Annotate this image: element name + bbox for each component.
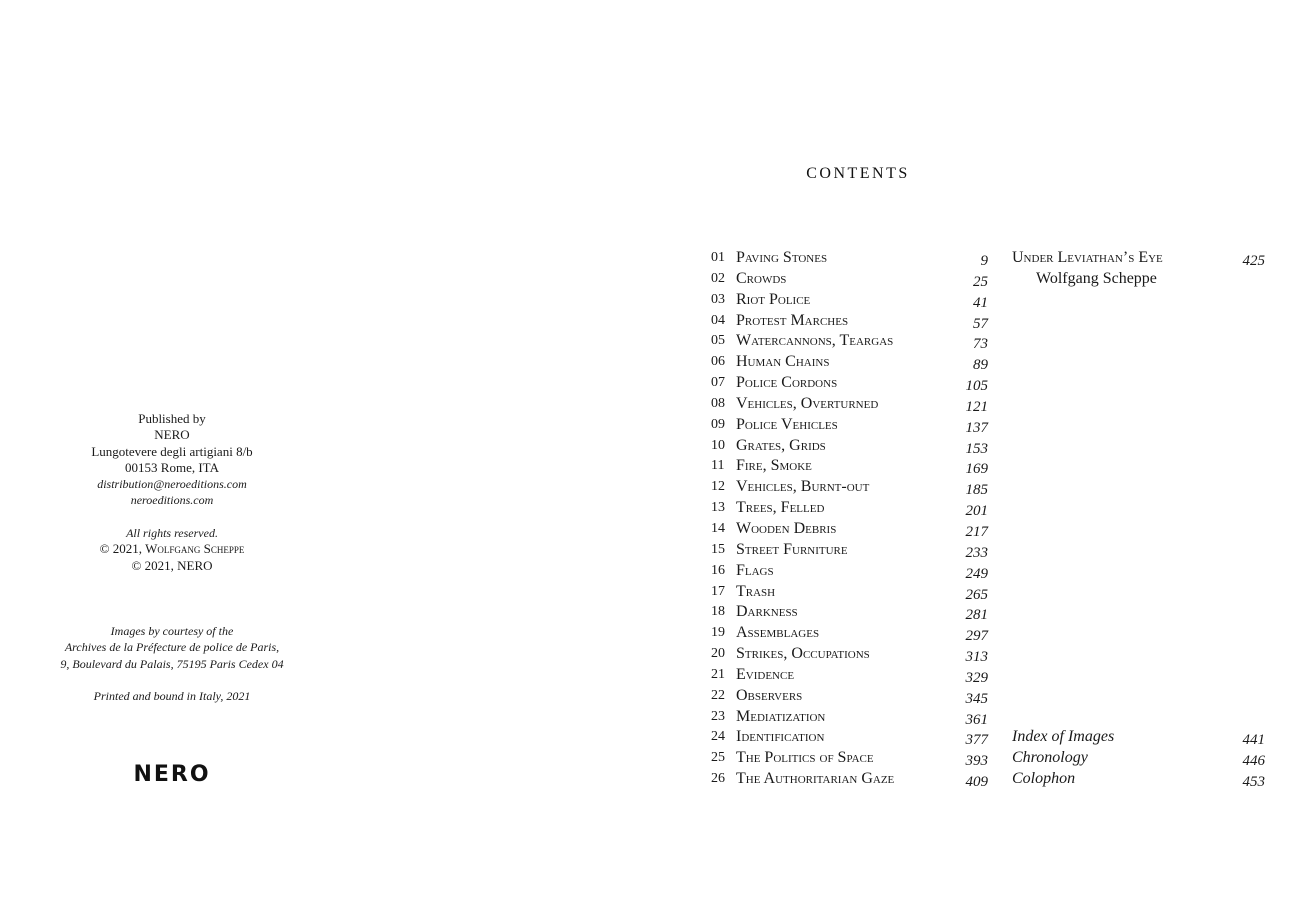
appendix-row — [1012, 748, 1268, 769]
appendix-row — [1012, 727, 1268, 748]
toc-row — [711, 394, 991, 415]
toc-row — [711, 436, 991, 457]
chapter-number: 15 — [711, 541, 725, 557]
toc-row — [711, 707, 991, 728]
appendix-page: 453 — [1242, 773, 1265, 790]
contents-heading: contents — [806, 158, 910, 183]
appendix-row — [1012, 769, 1268, 790]
appendix-page: 446 — [1242, 752, 1265, 769]
toc-row — [711, 290, 991, 311]
toc-row — [711, 686, 991, 707]
chapter-title: Wooden Debris — [736, 519, 837, 537]
chapter-page: 297 — [965, 628, 988, 645]
chapter-title: Watercannons, Teargas — [736, 332, 894, 350]
toc-row — [711, 373, 991, 394]
chapter-number: 16 — [711, 562, 725, 578]
chapter-page: 313 — [965, 649, 988, 666]
chapter-page: 57 — [973, 315, 988, 332]
chapter-title: The Politics of Space — [736, 749, 874, 767]
toc-row — [711, 644, 991, 665]
chapter-page: 329 — [965, 669, 988, 686]
chapter-page: 137 — [965, 419, 988, 436]
essay-page: 425 — [1242, 253, 1265, 269]
chapter-number: 12 — [711, 479, 725, 495]
essay-title: Under Leviathan’s Eye — [1012, 249, 1163, 266]
chapter-page: 281 — [965, 607, 988, 624]
chapter-number: 04 — [711, 312, 725, 328]
chapter-number: 22 — [711, 687, 725, 703]
publisher-address-street: Lungotevere degli artigiani 8/b — [91, 443, 253, 459]
toc-row — [711, 248, 991, 269]
toc-row — [711, 561, 991, 582]
chapter-page: 73 — [973, 336, 988, 353]
chapter-title: Identification — [736, 728, 825, 746]
chapter-title: Vehicles, Overturned — [736, 394, 879, 412]
chapter-page: 153 — [965, 440, 988, 457]
chapter-number: 21 — [711, 666, 725, 682]
chapter-number: 26 — [711, 771, 725, 787]
chapter-number: 13 — [711, 500, 725, 516]
publisher-email: distribution@neroeditions.com — [97, 477, 247, 492]
chapter-number: 17 — [711, 583, 725, 599]
chapter-title: The Authoritarian Gaze — [736, 770, 895, 788]
publisher-website: neroeditions.com — [130, 493, 214, 508]
essay-title-row — [1012, 248, 1268, 269]
chapter-page: 89 — [973, 357, 988, 374]
chapter-number: 14 — [711, 520, 725, 536]
chapter-page: 265 — [965, 586, 988, 603]
chapter-title: Mediatization — [736, 707, 826, 725]
chapter-page: 361 — [965, 711, 988, 728]
publisher-address-city: 00153 Rome, ITA — [125, 459, 219, 475]
chapter-page: 25 — [973, 273, 988, 290]
chapter-page: 233 — [965, 544, 988, 561]
printed-note: Printed and bound in Italy, 2021 — [93, 689, 251, 703]
chapter-number: 11 — [711, 458, 725, 474]
chapter-title: Paving Stones — [736, 249, 828, 266]
chapter-number: 09 — [711, 416, 725, 432]
chapter-number: 24 — [711, 729, 725, 745]
chapter-number: 05 — [711, 333, 725, 349]
toc-row — [711, 769, 991, 790]
chapter-title: Police Vehicles — [736, 415, 838, 433]
chapter-title: Trees, Felled — [736, 499, 825, 517]
chapter-page: 169 — [965, 461, 988, 478]
chapter-number: 20 — [711, 646, 725, 662]
printed-block — [52, 688, 292, 704]
copyright-author: © 2021, Wolfgang Scheppe — [99, 541, 245, 557]
chapter-page: 41 — [973, 294, 988, 311]
toc-row — [711, 727, 991, 748]
images-credit-line: 9, Boulevard du Palais, 75195 Paris Cedex 04 — [60, 656, 284, 671]
toc-row — [711, 269, 991, 290]
chapter-title: Police Cordons — [736, 374, 838, 392]
essay-entry — [1012, 248, 1268, 290]
chapter-list — [711, 248, 991, 790]
chapter-title: Grates, Grids — [736, 436, 826, 454]
chapter-page: 201 — [965, 503, 988, 520]
toc-row — [711, 665, 991, 686]
chapter-title: Darkness — [736, 603, 798, 621]
chapter-title: Crowds — [736, 269, 787, 287]
chapter-title: Riot Police — [736, 290, 811, 308]
chapter-number: 07 — [711, 375, 725, 391]
appendix-label: Chronology — [1012, 748, 1088, 766]
chapter-title: Human Chains — [736, 353, 830, 371]
toc-row — [711, 456, 991, 477]
toc-row — [711, 352, 991, 373]
chapter-page: 249 — [965, 565, 988, 582]
chapter-title: Protest Marches — [736, 311, 849, 329]
appendix-list — [1012, 727, 1268, 790]
chapter-title: Flags — [736, 561, 774, 579]
chapter-number: 25 — [711, 750, 725, 766]
chapter-page: 185 — [965, 482, 988, 499]
chapter-page: 345 — [965, 690, 988, 707]
nero-logo: NERO — [133, 762, 211, 787]
toc-row — [711, 519, 991, 540]
essay-author-row — [1012, 269, 1268, 290]
chapter-number: 18 — [711, 604, 725, 620]
toc-row — [711, 415, 991, 436]
toc-row — [711, 602, 991, 623]
chapter-number: 23 — [711, 708, 725, 724]
chapter-title: Fire, Smoke — [736, 457, 812, 475]
chapter-number: 08 — [711, 395, 725, 411]
images-credit-block — [52, 623, 292, 672]
chapter-page: 393 — [965, 753, 988, 770]
toc-row — [711, 331, 991, 352]
rights-block — [52, 525, 292, 574]
images-credit-line: Images by courtesy of the — [110, 624, 234, 638]
toc-row — [711, 498, 991, 519]
chapter-title: Street Furniture — [736, 540, 848, 558]
chapter-number: 02 — [711, 270, 725, 286]
chapter-title: Trash — [736, 582, 776, 600]
published-by-label: Published by — [138, 411, 206, 426]
toc-row — [711, 748, 991, 769]
appendix-label: Index of Images — [1012, 728, 1115, 745]
chapter-number: 01 — [711, 250, 725, 265]
appendix-label: Colophon — [1012, 769, 1076, 787]
chapter-title: Assemblages — [736, 624, 820, 642]
publisher-block — [52, 411, 292, 509]
toc-row — [711, 623, 991, 644]
chapter-number: 10 — [711, 437, 725, 453]
toc-row — [711, 311, 991, 332]
essay-author: Wolfgang Scheppe — [1036, 269, 1157, 287]
chapter-page: 121 — [965, 398, 988, 415]
chapter-page: 9 — [980, 253, 988, 269]
chapter-page: 409 — [965, 774, 988, 791]
chapter-number: 03 — [711, 291, 725, 307]
chapter-page: 217 — [965, 523, 988, 540]
rights-reserved: All rights reserved. — [126, 526, 218, 540]
toc-row — [711, 477, 991, 498]
appendix-page: 441 — [1242, 732, 1265, 748]
chapter-title: Evidence — [736, 665, 795, 683]
chapter-number: 19 — [711, 625, 725, 641]
toc-row — [711, 540, 991, 561]
toc-row — [711, 582, 991, 603]
chapter-number: 06 — [711, 354, 725, 370]
chapter-title: Vehicles, Burnt-out — [736, 478, 870, 496]
chapter-page: 105 — [965, 378, 988, 395]
copyright-publisher: © 2021, NERO — [131, 557, 213, 573]
images-credit-line: Archives de la Préfecture de police de Paris, — [64, 640, 280, 655]
chapter-page: 377 — [965, 732, 988, 749]
chapter-title: Strikes, Occupations — [736, 645, 870, 663]
chapter-title: Observers — [736, 686, 803, 704]
publisher-name: NERO — [154, 427, 190, 443]
